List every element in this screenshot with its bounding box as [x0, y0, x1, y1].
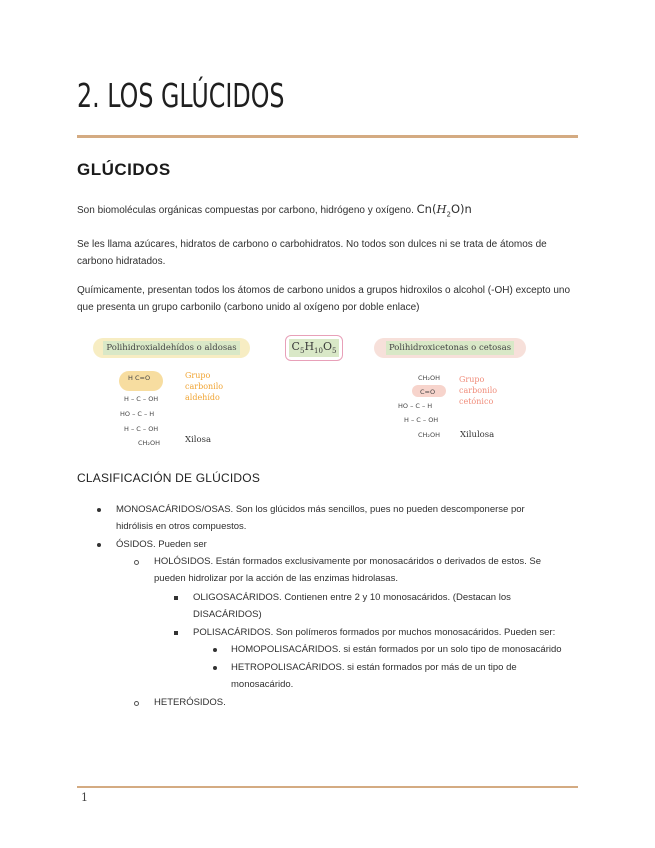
- list-item-osidos: ÓSIDOS. Pueden ser: [116, 539, 207, 550]
- aldose-row: H – C – OH: [124, 425, 159, 433]
- glucid-structure-figure: [90, 334, 530, 454]
- ketone-group-line: cetónico: [459, 397, 494, 406]
- list-item-heterosidos: HETERÓSIDOS.: [154, 697, 226, 708]
- xilosa-label: Xilosa: [185, 435, 212, 445]
- ketose-label: [374, 338, 526, 358]
- ketose-row: H – C – OH: [404, 416, 439, 424]
- list-item-monosacaridos: MONOSACÁRIDOS/OSAS. Son los glúcidos más sencillos, pues no pueden descomponerse por hidrólisis en otros compuestos.: [116, 504, 525, 532]
- bullet-icon: [213, 666, 217, 670]
- page-number: 1: [81, 791, 88, 804]
- aldehyde-group-line: carbonilo: [185, 382, 224, 391]
- mf-h-sub: 10: [314, 347, 323, 356]
- square-bullet-icon: [174, 596, 178, 600]
- aldehyde-group-label: [185, 370, 223, 403]
- bullet-icon: [97, 543, 101, 547]
- aldose-label-text: Polihidroxialdehídos o aldosas: [103, 341, 239, 355]
- ketone-group-line: carbonilo: [459, 386, 498, 395]
- mf-h: H: [304, 340, 315, 354]
- ketose-row: HO – C – H: [398, 402, 433, 410]
- list-item-polisacaridos: POLISACÁRIDOS. Son polímeros formados por muchos monosacáridos. Pueden ser:: [193, 627, 556, 638]
- general-formula-suffix: O)n: [450, 202, 472, 216]
- aldehyde-group-line: Grupo: [185, 371, 211, 380]
- aldose-row: H C=O: [128, 374, 151, 382]
- list-item-hetropolisacaridos: HETROPOLISACÁRIDOS. si están formados por más de un tipo de monosacárido.: [231, 662, 517, 690]
- definition-paragraph: [77, 201, 579, 223]
- footer-divider: [77, 786, 578, 788]
- aldehyde-group-line: aldehído: [185, 393, 220, 402]
- aldose-row: HO – C – H: [120, 410, 155, 418]
- hollow-bullet-icon: [134, 701, 139, 706]
- general-formula-sub: 2: [446, 210, 451, 219]
- ketone-group-line: Grupo: [459, 375, 485, 384]
- xilulosa-label: Xilulosa: [460, 430, 495, 440]
- names-paragraph: Se les llama azúcares, hidratos de carbono o carbohidratos. No todos son dulces ni se trata de átomos de carbono hidratados.: [77, 239, 547, 267]
- mf-c: C: [291, 340, 300, 354]
- page-title: 2. LOS GLÚCIDOS: [77, 76, 285, 115]
- ketose-row: CH₂OH: [418, 374, 441, 382]
- aldose-row: CH₂OH: [138, 439, 161, 447]
- list-item-oligosacaridos: OLIGOSACÁRIDOS. Contienen entre 2 y 10 monosacáridos. (Destacan los DISACÁRIDOS): [193, 592, 511, 620]
- general-formula: [416, 202, 472, 219]
- hollow-bullet-icon: [134, 560, 139, 565]
- title-divider: [77, 135, 578, 138]
- definition-text: Son biomoléculas orgánicas compuestas por carbono, hidrógeno y oxígeno.: [77, 205, 414, 216]
- bullet-icon: [213, 648, 217, 652]
- list-item-homopolisacaridos: HOMOPOLISACÁRIDOS. si están formados por un solo tipo de monosacárido: [231, 644, 562, 655]
- list-item-holosidos: HOLÓSIDOS. Están formados exclusivamente por monosacáridos o derivados de estos. Se pueden hidrolizar por la acción de las enzimas hidrolasas.: [154, 556, 542, 584]
- aldose-label: [93, 338, 250, 358]
- molecular-formula-box: [285, 335, 343, 361]
- mf-c-sub: 5: [299, 347, 305, 356]
- square-bullet-icon: [174, 631, 178, 635]
- ketose-row: CH₂OH: [418, 431, 441, 439]
- bullet-icon: [97, 508, 101, 512]
- general-formula-h: H: [436, 202, 447, 216]
- classification-title: CLASIFICACIÓN DE GLÚCIDOS: [77, 471, 261, 485]
- molecular-formula: [289, 339, 340, 356]
- ketose-row: C=O: [420, 388, 436, 396]
- chemistry-paragraph: Químicamente, presentan todos los átomos de carbono unidos a grupos hidroxilos o alcohol (-OH) excepto uno que presenta un grupo carbonilo (carbono unido al oxígeno por doble enlace): [77, 285, 571, 313]
- ketose-label-text: Polihidroxicetonas o cetosas: [386, 341, 514, 355]
- general-formula-prefix: Cn(: [416, 202, 437, 216]
- mf-o-sub: 5: [331, 347, 337, 356]
- section-title: GLÚCIDOS: [77, 160, 171, 179]
- ketone-group-label: [459, 374, 497, 407]
- aldose-row: H – C – OH: [124, 395, 159, 403]
- mf-o: O: [322, 340, 332, 354]
